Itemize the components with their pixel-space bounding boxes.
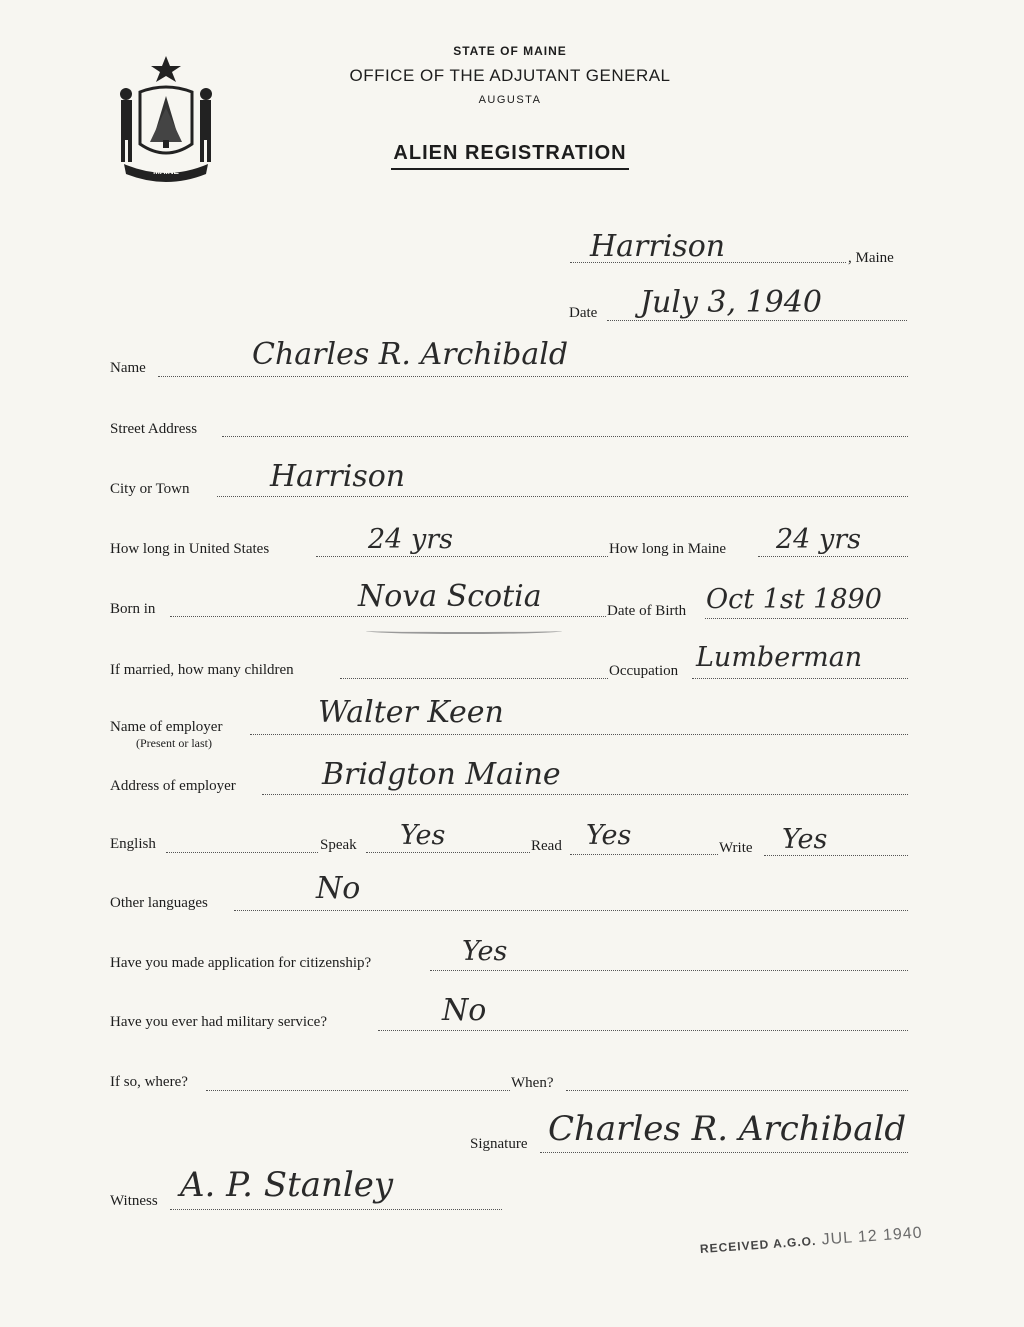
- form-title: [290, 142, 730, 170]
- other-label: Other languages: [110, 895, 208, 911]
- date-label: Date: [569, 305, 598, 321]
- dob-line: [705, 618, 908, 619]
- english-line: [166, 852, 318, 853]
- us-value: 24 yrs: [368, 524, 453, 555]
- employer-sublabel: (Present or last): [136, 736, 212, 750]
- city-label: City or Town: [110, 481, 190, 497]
- maine-label: , Maine: [848, 250, 894, 266]
- name-value: Charles R. Archibald: [252, 337, 569, 372]
- signature-label: Signature: [470, 1136, 528, 1152]
- speak-label: Speak: [320, 837, 357, 853]
- witness-value: A. P. Stanley: [180, 1165, 394, 1205]
- received-stamp: [699, 1224, 923, 1258]
- speak-value: Yes: [400, 820, 446, 851]
- citizen-value: Yes: [462, 936, 508, 967]
- signature-line: [540, 1152, 908, 1153]
- citizen-label: Have you made application for citizenship?: [110, 955, 372, 971]
- born-line: [170, 616, 606, 617]
- married-label: If married, how many children: [110, 662, 294, 678]
- dob-value: Oct 1st 1890: [706, 584, 882, 615]
- street-line: [222, 436, 908, 437]
- speak-line: [366, 852, 530, 853]
- name-label: Name: [110, 360, 146, 376]
- us-line: [316, 556, 608, 557]
- city-line: [217, 496, 908, 497]
- military-label: Have you ever had military service?: [110, 1014, 327, 1030]
- occupation-label: Occupation: [609, 663, 679, 679]
- form-title-text: ALIEN REGISTRATION: [391, 142, 628, 170]
- born-value: Nova Scotia: [358, 579, 542, 614]
- seal-scroll-text: MAINE: [153, 167, 179, 176]
- occupation-line: [692, 678, 908, 679]
- employer-value: Walter Keen: [318, 695, 504, 730]
- maine-long-label: How long in Maine: [609, 541, 727, 557]
- name-line: [158, 376, 908, 377]
- state-seal-icon: [110, 52, 222, 182]
- header-office: OFFICE OF THE ADJUTANT GENERAL: [349, 66, 671, 85]
- other-value: No: [316, 871, 361, 906]
- town-value: Harrison: [590, 229, 726, 264]
- stamp-received: RECEIVED A.G.O.: [699, 1233, 817, 1256]
- citizen-line: [430, 970, 908, 971]
- employer-line: [250, 734, 908, 735]
- emp-addr-line: [262, 794, 908, 795]
- emp-addr-value: Bridgton Maine: [322, 757, 561, 792]
- maine-long-line: [758, 556, 908, 557]
- military-value: No: [442, 993, 487, 1028]
- married-line: [340, 678, 608, 679]
- header-city: AUGUSTA: [478, 94, 542, 106]
- read-line: [570, 854, 718, 855]
- occupation-value: Lumberman: [696, 642, 863, 673]
- where-label: If so, where?: [110, 1074, 188, 1090]
- city-value: Harrison: [270, 459, 406, 494]
- maine-long-value: 24 yrs: [776, 524, 861, 555]
- write-line: [764, 855, 908, 856]
- born-underline: [366, 628, 562, 634]
- read-value: Yes: [586, 820, 632, 851]
- us-label: How long in United States: [110, 541, 270, 557]
- when-label: When?: [511, 1075, 554, 1091]
- header-state: STATE OF MAINE: [453, 44, 567, 58]
- write-value: Yes: [782, 824, 828, 855]
- signature-value: Charles R. Archibald: [548, 1109, 907, 1149]
- read-label: Read: [531, 838, 562, 854]
- born-label: Born in: [110, 601, 156, 617]
- employer-label: Name of employer: [110, 719, 223, 735]
- date-line: [607, 320, 907, 321]
- dob-label: Date of Birth: [607, 603, 687, 619]
- write-label: Write: [719, 840, 753, 856]
- english-label: English: [110, 836, 156, 852]
- street-label: Street Address: [110, 421, 198, 437]
- stamp-date: JUL 12 1940: [821, 1224, 924, 1249]
- when-line: [566, 1090, 908, 1091]
- date-value: July 3, 1940: [640, 285, 822, 320]
- military-line: [378, 1030, 908, 1031]
- other-line: [234, 910, 908, 911]
- witness-label: Witness: [110, 1193, 158, 1209]
- where-line: [206, 1090, 510, 1091]
- emp-addr-label: Address of employer: [110, 778, 236, 794]
- witness-line: [170, 1209, 502, 1210]
